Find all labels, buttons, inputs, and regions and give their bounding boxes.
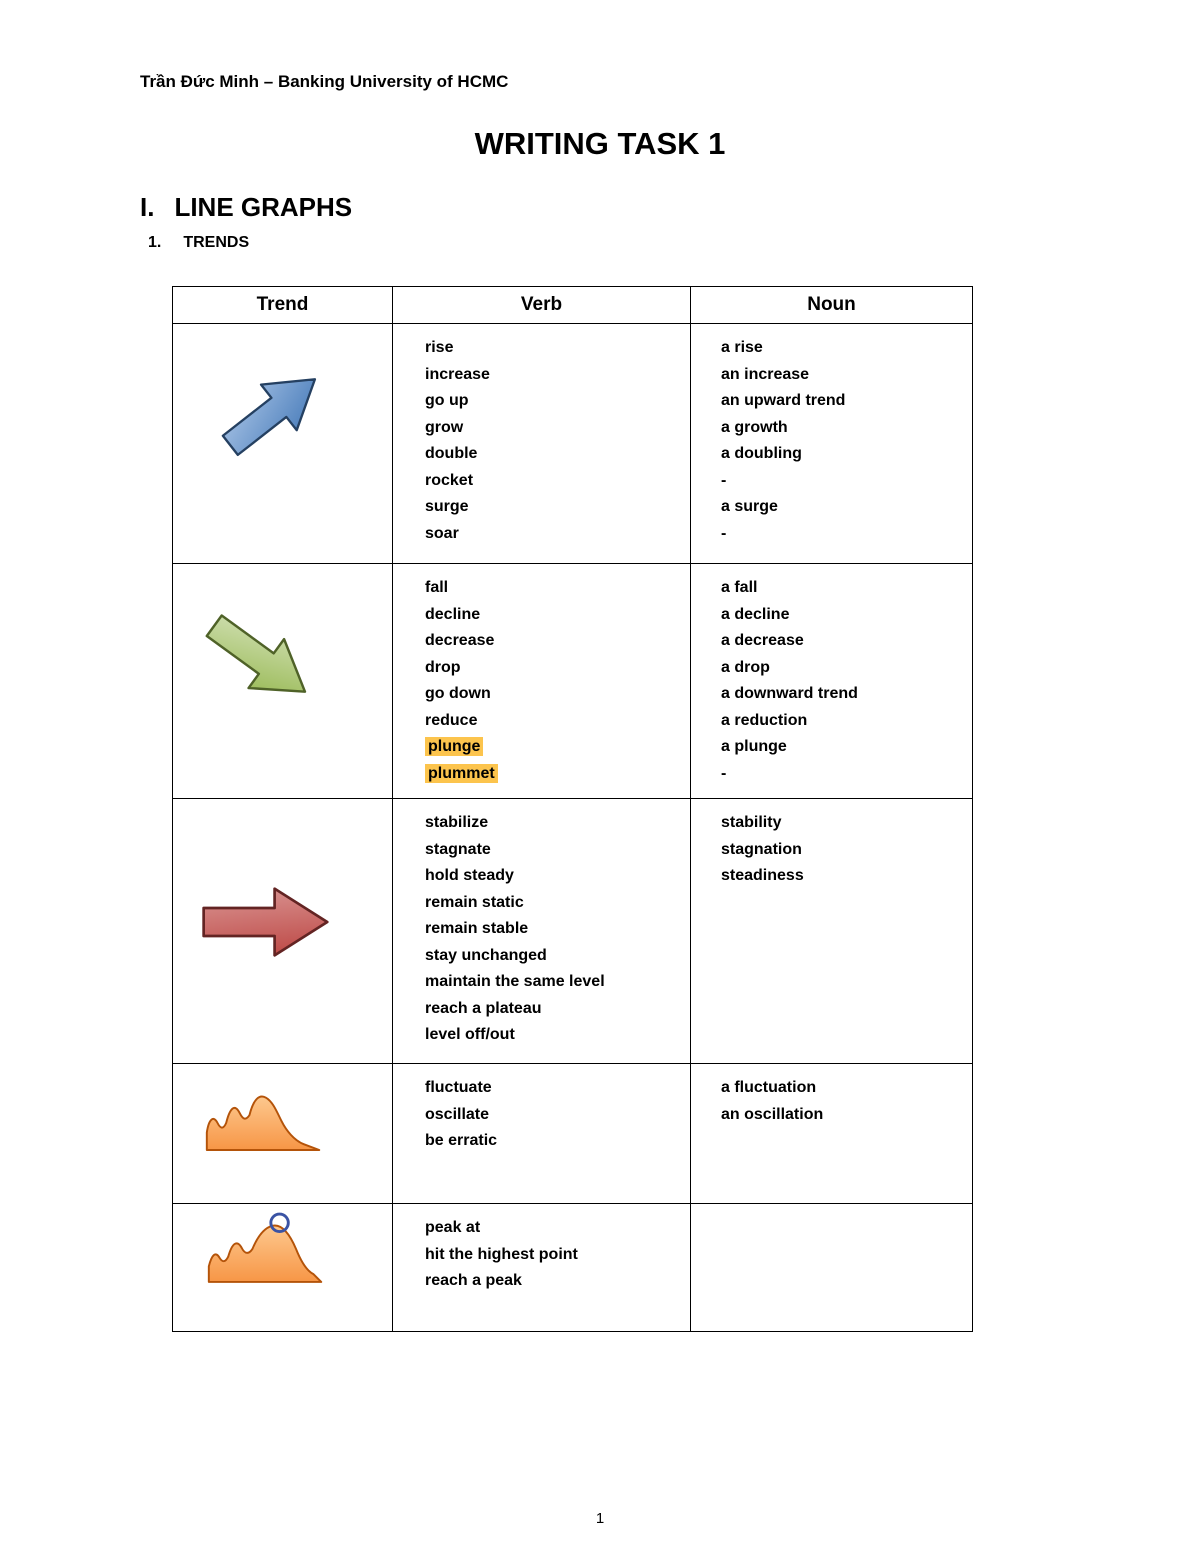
verb-cell-item: decrease bbox=[425, 632, 495, 649]
verb-cell-item: decline bbox=[425, 605, 481, 623]
verb-cell-item: oscillate bbox=[425, 1105, 490, 1123]
verb-cell-item: level off/out bbox=[425, 1026, 515, 1043]
verb-cell-item bbox=[425, 761, 680, 788]
subsection-number: 1. bbox=[148, 234, 162, 251]
verb-cell-item: remain static bbox=[425, 893, 524, 911]
noun-cell-item: a surge bbox=[721, 498, 778, 515]
verb-cell-item: increase bbox=[425, 365, 490, 383]
trend-cell bbox=[173, 324, 393, 564]
trend-cell bbox=[173, 564, 393, 799]
verb-cell-item: double bbox=[425, 445, 478, 462]
noun-cell-item: a doubling bbox=[721, 445, 802, 462]
verb-cell-item: surge bbox=[425, 498, 469, 515]
table-row bbox=[173, 324, 973, 564]
peak-icon bbox=[203, 1210, 329, 1286]
noun-cell-item: a drop bbox=[721, 658, 770, 676]
column-header-verb: Verb bbox=[393, 287, 691, 324]
page-title: WRITING TASK 1 bbox=[474, 126, 726, 161]
highlighted-word: plunge bbox=[425, 737, 483, 756]
noun-cell bbox=[691, 1204, 973, 1332]
verb-cell-item: reduce bbox=[425, 711, 478, 729]
trend-cell bbox=[173, 799, 393, 1064]
noun-cell-item: stability bbox=[721, 814, 782, 831]
noun-cell-item: a rise bbox=[721, 339, 763, 356]
verb-cell bbox=[393, 324, 691, 564]
arrow-up-right-icon bbox=[205, 348, 340, 477]
noun-cell-item: steadiness bbox=[721, 867, 804, 884]
trend-cell bbox=[173, 1064, 393, 1204]
column-header-noun: Noun bbox=[691, 287, 973, 324]
verb-cell-item: grow bbox=[425, 418, 464, 436]
verb-cell-item: drop bbox=[425, 658, 461, 676]
verb-cell-item: go up bbox=[425, 392, 469, 409]
verb-cell-item: maintain the same level bbox=[425, 973, 605, 990]
subsection-title: TRENDS bbox=[183, 234, 250, 251]
trends-table bbox=[172, 286, 973, 1332]
noun-cell-item: a plunge bbox=[721, 738, 787, 755]
fluctuation-icon bbox=[201, 1084, 327, 1154]
noun-cell bbox=[691, 324, 973, 564]
arrow-down-right-icon bbox=[189, 593, 330, 725]
verb-cell-item: peak at bbox=[425, 1219, 481, 1236]
noun-cell-item: a fluctuation bbox=[721, 1079, 817, 1096]
table-header-row bbox=[173, 287, 973, 324]
verb-cell-item: stagnate bbox=[425, 840, 491, 858]
verb-cell-item: reach a peak bbox=[425, 1272, 522, 1289]
section-title: LINE GRAPHS bbox=[174, 192, 353, 222]
verb-cell-item: hold steady bbox=[425, 867, 514, 884]
column-header-trend: Trend bbox=[173, 287, 393, 324]
verb-cell-item: be erratic bbox=[425, 1132, 498, 1149]
section-heading bbox=[140, 192, 352, 223]
verb-cell-item: go down bbox=[425, 685, 491, 702]
noun-cell bbox=[691, 799, 973, 1064]
noun-cell-item: - bbox=[721, 764, 727, 782]
subsection-heading bbox=[148, 234, 249, 252]
verb-cell-item: fluctuate bbox=[425, 1079, 492, 1096]
verb-cell bbox=[393, 1064, 691, 1204]
noun-cell-item: an upward trend bbox=[721, 392, 846, 409]
noun-cell-item: a reduction bbox=[721, 711, 808, 729]
arrow-right-icon bbox=[199, 879, 333, 965]
table-row bbox=[173, 564, 973, 799]
verb-cell-item: reach a plateau bbox=[425, 999, 542, 1017]
table-row bbox=[173, 799, 973, 1064]
noun-cell-item: - bbox=[721, 524, 727, 542]
verb-cell-item: remain stable bbox=[425, 920, 529, 937]
trend-cell bbox=[173, 1204, 393, 1332]
verb-cell-item: hit the highest point bbox=[425, 1245, 578, 1263]
noun-cell-item: - bbox=[721, 471, 727, 489]
noun-cell-item: an oscillation bbox=[721, 1105, 824, 1123]
highlighted-word: plummet bbox=[425, 764, 498, 783]
noun-cell-item: a fall bbox=[721, 579, 758, 596]
document-header: Trần Đức Minh – Banking University of HCMC bbox=[140, 72, 509, 91]
noun-cell bbox=[691, 1064, 973, 1204]
page-number: 1 bbox=[595, 1510, 605, 1527]
noun-cell-item: an increase bbox=[721, 365, 810, 383]
section-number: I. bbox=[140, 192, 155, 222]
verb-cell-item: stabilize bbox=[425, 814, 489, 831]
noun-cell bbox=[691, 564, 973, 799]
verb-cell-item bbox=[425, 734, 680, 761]
table-row bbox=[173, 1204, 973, 1332]
noun-cell-item: a decline bbox=[721, 605, 790, 623]
noun-cell-item: stagnation bbox=[721, 840, 802, 858]
noun-cell-item: a growth bbox=[721, 418, 788, 436]
verb-cell bbox=[393, 564, 691, 799]
verb-cell bbox=[393, 1204, 691, 1332]
verb-cell-item: stay unchanged bbox=[425, 946, 547, 964]
verb-cell-item: rise bbox=[425, 339, 454, 356]
noun-cell-item: a downward trend bbox=[721, 685, 858, 702]
verb-cell bbox=[393, 799, 691, 1064]
verb-cell-item: fall bbox=[425, 579, 449, 596]
table-row bbox=[173, 1064, 973, 1204]
noun-cell-item: a decrease bbox=[721, 632, 804, 649]
verb-cell-item: rocket bbox=[425, 471, 474, 489]
verb-cell-item: soar bbox=[425, 524, 459, 542]
